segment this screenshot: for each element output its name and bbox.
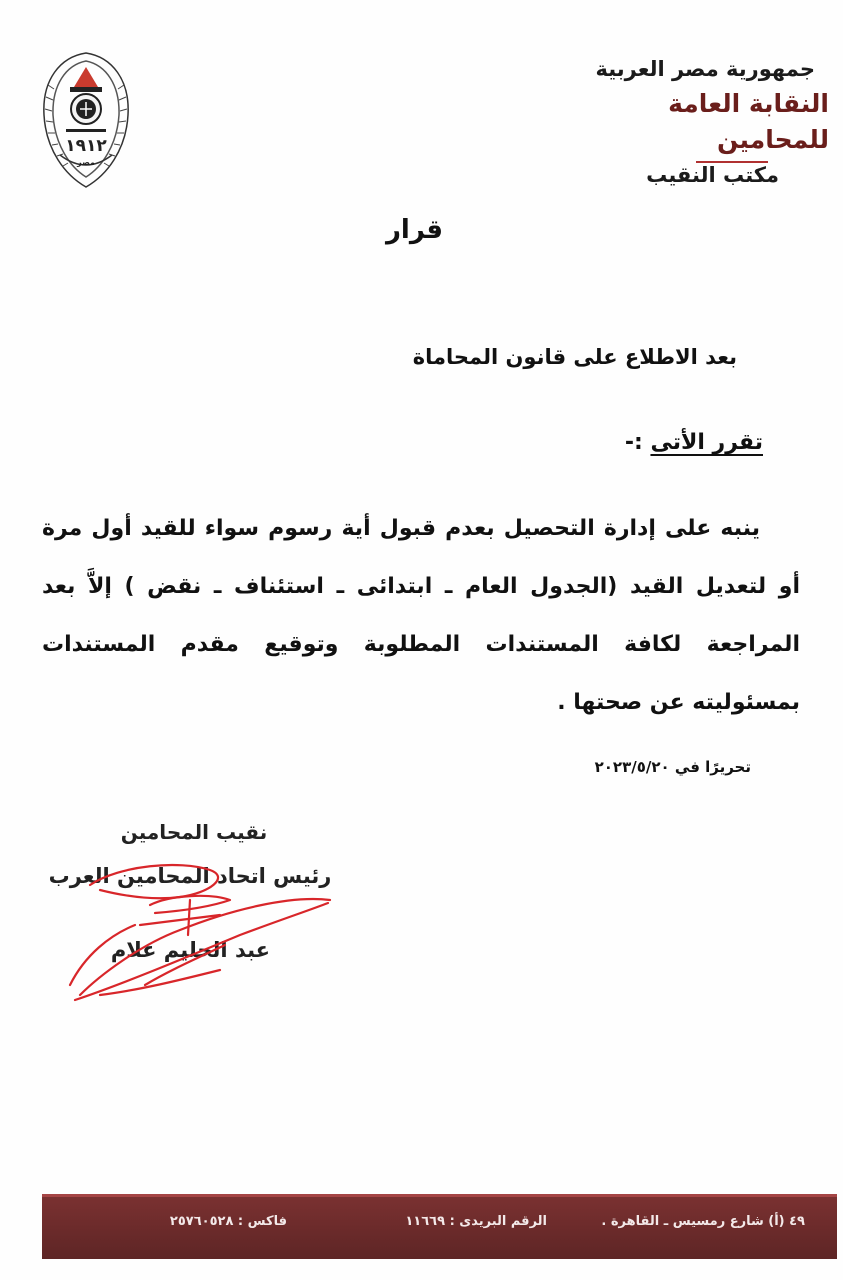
issue-date: تحريرًا في ٢٠٢٣/٥/٢٠ bbox=[594, 758, 751, 776]
signatory-title-text: نقيب المحامين bbox=[120, 820, 268, 844]
bar-association-emblem-icon bbox=[30, 45, 142, 195]
signatory-title bbox=[40, 820, 340, 844]
emblem-triangle bbox=[74, 67, 98, 87]
letterhead bbox=[569, 52, 829, 192]
decision-label: تقرر الأتى bbox=[650, 430, 763, 455]
document-title bbox=[0, 215, 843, 245]
footer-postal-code: الرقم البريدى : ١١٦٦٩ bbox=[405, 1214, 547, 1229]
header-divider bbox=[696, 161, 768, 163]
signatory-name: عبد الحليم علام bbox=[110, 938, 270, 962]
header-country: جمهورية مصر العربية bbox=[595, 57, 815, 81]
decision-body: ينبه على إدارة التحصيل بعدم قبول أية رسوم سواء للقيد أول مرة أو لتعديل القيد (الجدول العام ـ ابتدائى ـ استئناف ـ نقض ) إلاَّ بعد المراجعة لكافة المستندات المطلوبة وتوقيع مقدم المستندات بمسئوليته عن صحتها . bbox=[42, 516, 800, 715]
handwritten-signature-icon bbox=[60, 845, 350, 1015]
signatory-title-secondary: رئيس اتحاد المحامين العرب bbox=[48, 864, 332, 888]
footer-address: ٤٩ (أ) شارع رمسيس ـ القاهرة . bbox=[601, 1214, 805, 1229]
decision-suffix: :- bbox=[624, 430, 651, 455]
decision-heading bbox=[625, 430, 763, 455]
footer-bar bbox=[42, 1194, 837, 1259]
preamble: بعد الاطلاع على قانون المحاماة bbox=[412, 345, 737, 369]
document-title-text: قرار bbox=[385, 215, 444, 245]
emblem-year: ١٩١٢ bbox=[65, 136, 107, 156]
emblem-country: مصر bbox=[77, 158, 95, 167]
footer-fax: فاكس : ٢٥٧٦٠٥٢٨ bbox=[169, 1214, 287, 1229]
header-organization: النقابة العامة للمحامين bbox=[668, 89, 829, 154]
header-office: مكتب النقيب bbox=[646, 163, 779, 187]
